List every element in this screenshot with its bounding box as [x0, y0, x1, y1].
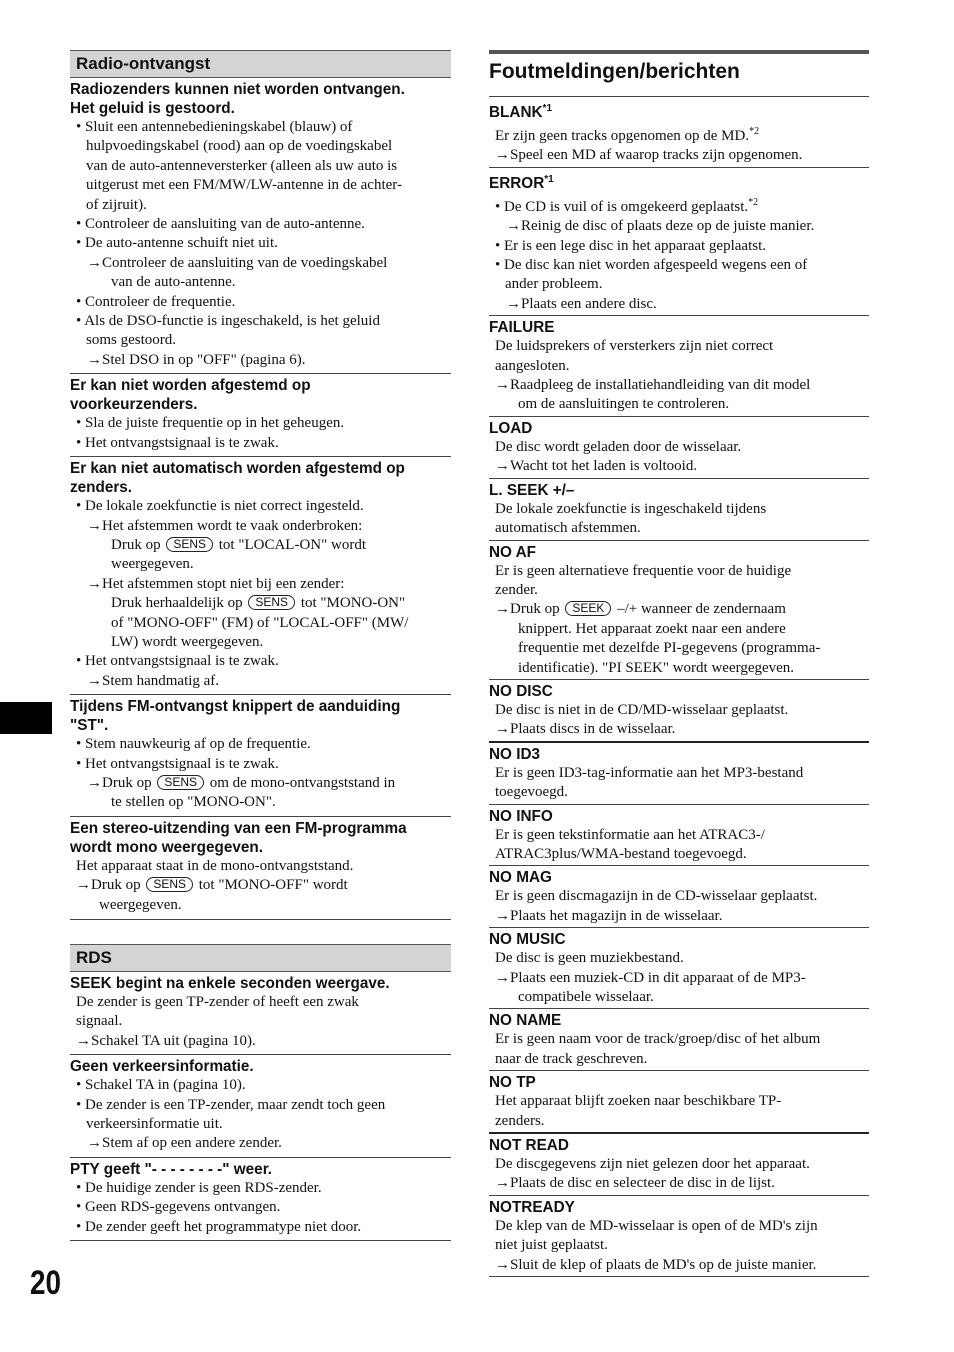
- left-column: [70, 50, 451, 1241]
- arrow-item: →Plaats de disc en selecteer de disc in de lijst.: [495, 1175, 775, 1192]
- block-title: Er kan niet worden afgestemd op voorkeurzenders.: [70, 377, 311, 414]
- arrow-item: →Stel DSO in op "OFF" (pagina 6).: [87, 351, 306, 368]
- arrow-item: →Stem handmatig af.: [87, 672, 220, 689]
- radio-block-3: Er kan niet automatisch worden afgestemd op zenders. • De lokale zoekfunctie is niet correct ingesteld. →Het afstemmen wordt te vaak onderbroken: Druk op SENS tot "LOCAL-ON" wordt weergegeven. →Het afstemmen stopt niet bij een zender: Druk herhaaldelijk op SENS tot "MONO-ON" of "MONO-OFF" (FM) of "LOCAL-OFF" (MW/ LW) wordt weergegeven. • Het ontvangstsignaal is te zwak. →Stem handmatig af.: [70, 459, 451, 695]
- bullet-item: • Sla de juiste frequentie op in het geheugen.: [76, 415, 345, 432]
- arrow-icon: →: [495, 969, 510, 986]
- arrow-icon: →: [87, 774, 102, 791]
- message-error: ERROR$^{*1}$ • De CD is vuil of is omgekeerd geplaatst.$^{*2}$ →Reinig de disc of plaats deze op de juiste manier. • Er is een lege disc in het apparaat geplaatst. • De disc kan niet worden afgespeeld wegens een of ander probleem. →Plaats een andere disc.: [489, 170, 869, 316]
- arrow-icon: →: [87, 575, 102, 592]
- block-title: Tijdens FM-ontvangst knippert de aanduiding "ST".: [70, 698, 401, 735]
- bullet-item: • Controleer de aansluiting van de auto-antenne.: [76, 216, 365, 233]
- sens-key: SENS: [146, 877, 193, 892]
- arrow-item: →Schakel TA uit (pagina 10).: [76, 1032, 256, 1049]
- message-notready: NOTREADY De klep van de MD-wisselaar is open of de MD's zijn niet juist geplaatst. →Sluit de klep of plaats de MD's op de juiste manier.: [489, 1198, 869, 1277]
- message-blank: BLANK$^{*1}$ Er zijn geen tracks opgenomen op de MD.$^{*2}$ →Speel een MD af waarop tracks zijn opgenomen.: [489, 99, 869, 168]
- arrow-icon: →: [495, 601, 510, 618]
- arrow-item: →Druk op SEEK –/+ wanneer de zendernaam: [495, 601, 786, 618]
- arrow-icon: →: [495, 721, 510, 738]
- arrow-icon: →: [495, 1256, 510, 1273]
- rds-block-1: SEEK begint na enkele seconden weergave. De zender is geen TP-zender of heeft een zwak signaal. →Schakel TA uit (pagina 10).: [70, 974, 451, 1055]
- bullet-item: • De CD is vuil of is omgekeerd geplaatst.$^{*2}$: [495, 196, 759, 215]
- arrow-icon: →: [506, 218, 521, 235]
- bullet-item: • Het ontvangstsignaal is te zwak.: [76, 653, 279, 670]
- bullet-item: • De disc kan niet worden afgespeeld wegens een of: [495, 257, 808, 274]
- block-title: Een stereo-uitzending van een FM-programma wordt mono weergegeven.: [70, 819, 407, 856]
- block-title: PTY geeft "- - - - - - - -" weer.: [70, 1160, 273, 1178]
- bullet-item: • Er is een lege disc in het apparaat geplaatst.: [495, 237, 766, 254]
- bullet-item: • Controleer de frequentie.: [76, 293, 236, 310]
- rds-block-2: Geen verkeersinformatie. • Schakel TA in (pagina 10). • De zender is een TP-zender, maar zendt toch geen verkeersinformatie uit. →Stem af op een andere zender.: [70, 1057, 451, 1158]
- arrow-item: →Plaats een muziek-CD in dit apparaat of de MP3-: [495, 969, 806, 986]
- block-title: Radiozenders kunnen niet worden ontvangen. Het geluid is gestoord.: [70, 81, 405, 117]
- radio-block-2: [70, 376, 451, 457]
- arrow-item: →Stem af op een andere zender.: [87, 1135, 282, 1152]
- message-no-music: NO MUSIC De disc is geen muziekbestand. →Plaats een muziek-CD in dit apparaat of de MP3- compatibele wisselaar.: [489, 930, 869, 1009]
- arrow-item: →Reinig de disc of plaats deze op de juiste manier.: [506, 218, 815, 235]
- page-title: Foutmeldingen/berichten: [489, 50, 869, 97]
- bullet-item: • De zender is een TP-zender, maar zendt toch geen: [76, 1096, 386, 1113]
- page-number: 20: [30, 1264, 62, 1302]
- message-no-af: NO AF Er is geen alternatieve frequentie voor de huidige zender. →Druk op SEEK –/+ wanneer de zendernaam knippert. Het apparaat zoekt naar een andere frequentie met dezelfde PI-gegevens (programma- identificatie). "PI SEEK" wordt weergegeven.: [489, 543, 869, 680]
- arrow-item: →Druk op SENS om de mono-ontvangststand in: [87, 774, 396, 791]
- sens-key: SENS: [248, 595, 295, 610]
- sens-key: SENS: [157, 775, 204, 790]
- arrow-item: →Wacht tot het laden is voltooid.: [495, 458, 698, 475]
- message-failure: FAILURE De luidsprekers of versterkers zijn niet correct aangesloten. →Raadpleeg de installatiehandleiding van dit model om de aansluitingen te controleren.: [489, 318, 869, 417]
- message-no-mag: NO MAG Er is geen discmagazijn in de CD-wisselaar geplaatst. →Plaats het magazijn in de wisselaar.: [489, 868, 869, 928]
- radio-block-4: Tijdens FM-ontvangst knippert de aanduiding "ST". • Stem nauwkeurig af op de frequentie. • Het ontvangstsignaal is te zwak. →Druk op SENS om de mono-ontvangststand in te stellen op "MONO-ON".: [70, 697, 451, 817]
- sens-key: SENS: [166, 537, 213, 552]
- arrow-icon: →: [87, 254, 102, 271]
- arrow-item: →Plaats discs in de wisselaar.: [495, 721, 676, 738]
- message-lseek: L. SEEK +/– De lokale zoekfunctie is ingeschakeld tijdens automatisch afstemmen.: [489, 481, 869, 541]
- message-no-info: NO INFO Er is geen tekstinformatie aan het ATRAC3-/ ATRAC3plus/WMA-bestand toegevoegd.: [489, 807, 869, 867]
- block-title: Geen verkeersinformatie.: [70, 1058, 254, 1076]
- bullet-item: • De lokale zoekfunctie is niet correct ingesteld.: [76, 498, 364, 515]
- arrow-icon: →: [495, 1175, 510, 1192]
- arrow-item: →Plaats een andere disc.: [506, 295, 657, 312]
- arrow-item: →Het afstemmen stopt niet bij een zender:: [87, 575, 345, 592]
- right-column: [489, 50, 869, 1277]
- arrow-item: →Druk op SENS tot "MONO-OFF" wordt: [76, 877, 348, 894]
- message-no-name: NO NAME Er is geen naam voor de track/groep/disc of het album naar de track geschreven.: [489, 1011, 869, 1071]
- bullet-item: • Stem nauwkeurig af op de frequentie.: [76, 736, 311, 753]
- arrow-item: →Sluit de klep of plaats de MD's op de juiste manier.: [495, 1256, 817, 1273]
- bullet-item: • Schakel TA in (pagina 10).: [76, 1077, 246, 1094]
- arrow-icon: →: [495, 377, 510, 394]
- message-no-id3: NO ID3 Er is geen ID3-tag-informatie aan het MP3-bestand toegevoegd.: [489, 745, 869, 805]
- message-not-read: NOT READ De discgegevens zijn niet gelezen door het apparaat. →Plaats de disc en selecteer de disc in de lijst.: [489, 1136, 869, 1196]
- bullet-item: • Als de DSO-functie is ingeschakeld, is het geluid: [76, 313, 380, 330]
- rds-block-3: [70, 1160, 451, 1241]
- arrow-icon: →: [495, 147, 510, 164]
- bullet-item: • Het ontvangstsignaal is te zwak.: [76, 755, 279, 772]
- arrow-icon: →: [76, 877, 91, 894]
- section-heading-rds: RDS: [70, 944, 451, 972]
- bullet-item: • Sluit een antennebedieningskabel (blauw) of: [76, 119, 353, 135]
- arrow-icon: →: [76, 1032, 91, 1049]
- bullet-item: • De zender geeft het programmatype niet door.: [76, 1218, 362, 1235]
- arrow-item: →Het afstemmen wordt te vaak onderbroken:: [87, 517, 363, 534]
- arrow-icon: →: [495, 458, 510, 475]
- bullet-item: • De huidige zender is geen RDS-zender.: [76, 1179, 322, 1196]
- bullet-item: • Geen RDS-gegevens ontvangen.: [76, 1199, 281, 1216]
- chapter-tab-marker: [0, 702, 52, 734]
- radio-block-5: Een stereo-uitzending van een FM-programma wordt mono weergegeven. Het apparaat staat in de mono-ontvangststand. →Druk op SENS tot "MONO-OFF" wordt weergegeven.: [70, 819, 451, 920]
- section-heading-radio: Radio-ontvangst: [70, 50, 451, 78]
- arrow-icon: →: [87, 672, 102, 689]
- message-no-tp: NO TP Het apparaat blijft zoeken naar beschikbare TP- zenders.: [489, 1073, 869, 1134]
- seek-key: SEEK: [565, 601, 611, 616]
- bullet-item: • Het ontvangstsignaal is te zwak.: [76, 434, 279, 451]
- arrow-item: →Controleer de aansluiting van de voedingskabel: [87, 254, 388, 271]
- block-title: SEEK begint na enkele seconden weergave.: [70, 975, 390, 992]
- radio-block-1: Radiozenders kunnen niet worden ontvangen. Het geluid is gestoord. • Sluit een antennebedieningskabel (blauw) of hulpvoedingskabel (rood) aan op de voedingskabel van de auto-antenneversterker (alleen als uw auto is uitgerust met een FM/MW/LW-antenne in de achter- of zijruit). • Controleer de aansluiting van de auto-antenne. • De auto-antenne schuift niet uit. →Controleer de aansluiting van de voedingskabel van de auto-antenne. • Controleer de frequentie. • Als de DSO-functie is ingeschakeld, is het geluid soms gestoord. →Stel DSO in op "OFF" (pagina 6).: [70, 80, 451, 374]
- arrow-icon: →: [87, 351, 102, 368]
- arrow-item: →Plaats het magazijn in de wisselaar.: [495, 907, 723, 924]
- message-no-disc: NO DISC De disc is niet in de CD/MD-wisselaar geplaatst. →Plaats discs in de wisselaar.: [489, 682, 869, 743]
- arrow-icon: →: [87, 517, 102, 534]
- arrow-icon: →: [506, 295, 521, 312]
- bullet-item: • De auto-antenne schuift niet uit.: [76, 235, 278, 252]
- arrow-icon: →: [87, 1135, 102, 1152]
- message-load: LOAD De disc wordt geladen door de wisselaar. →Wacht tot het laden is voltooid.: [489, 419, 869, 479]
- block-title: Er kan niet automatisch worden afgestemd op zenders.: [70, 460, 405, 497]
- arrow-item: →Speel een MD af waarop tracks zijn opgenomen.: [495, 147, 803, 164]
- arrow-item: →Raadpleeg de installatiehandleiding van dit model: [495, 377, 811, 394]
- arrow-icon: →: [495, 907, 510, 924]
